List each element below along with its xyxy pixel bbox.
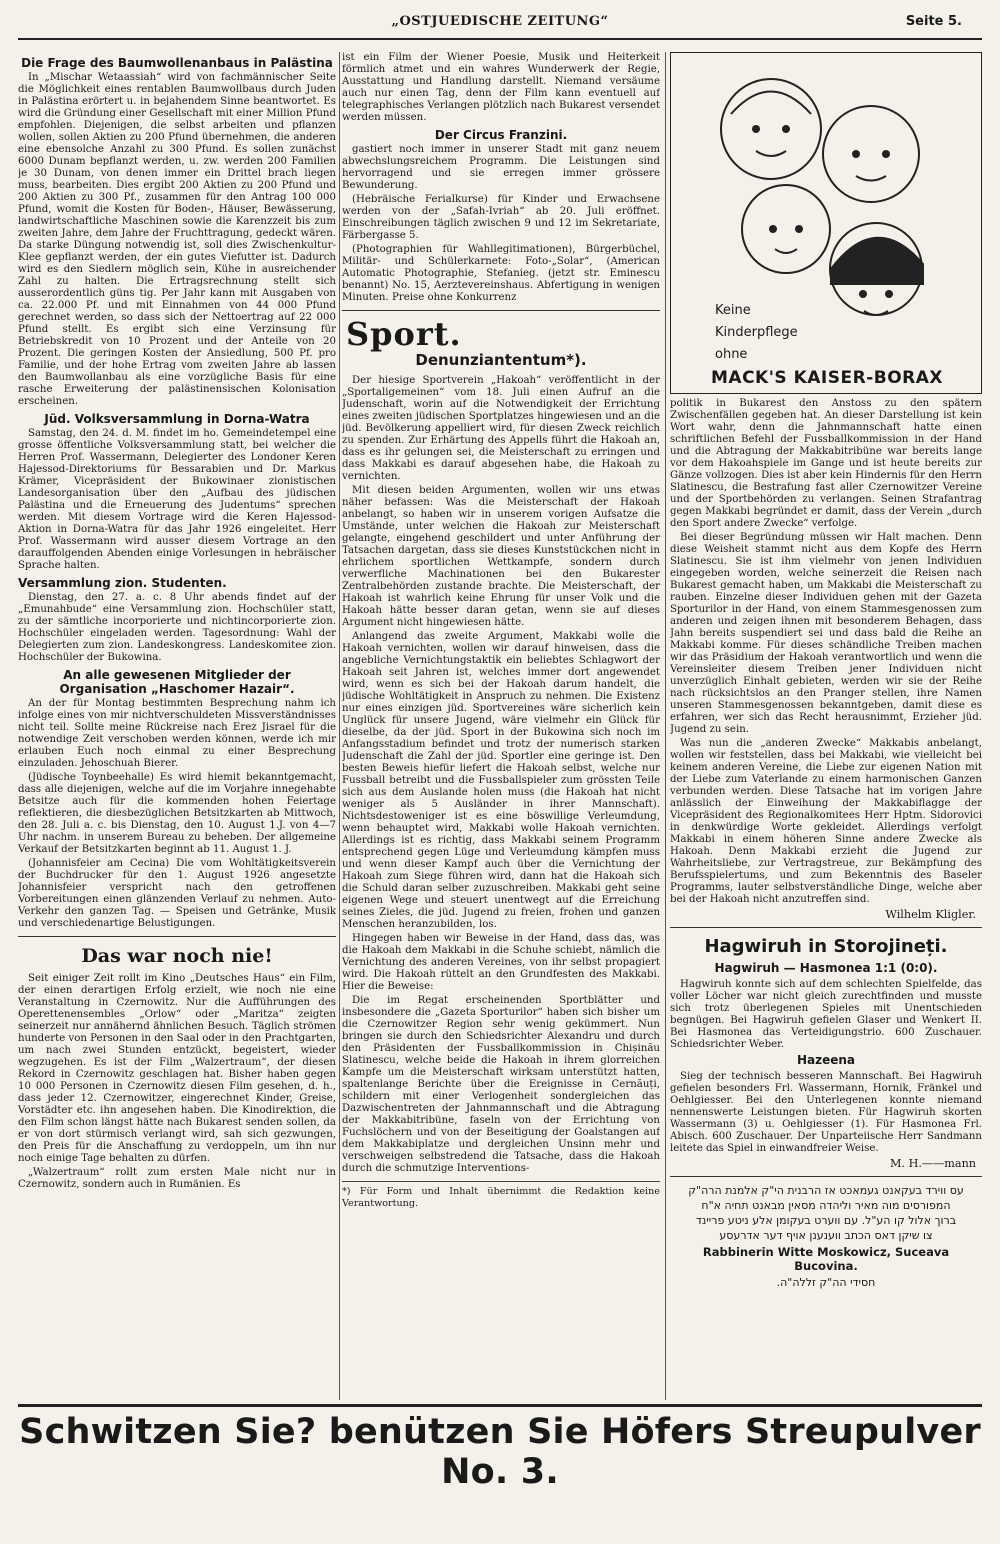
article-body: Anlangend das zweite Argument, Makkabi wolle die Hakoah vernichten, wollen wir darauf hinweisen, dass die angebliche Vernichtungstaktik ein beliebtes Schlagwort der Hakoah seit Jahren ist, welches immer dort angewendet wird, wenn es sich bei der Hakoah darum handelt, die jüdische Wohltätigkeit in Anspruch zu nehmen. Die Existenz nur eines einzigen jüd. Sportvereines wäre sicherlich kein Unglück für unsere Jugend, wäre vielmehr ein Glück für dieselbe, da der jüd. Sport in der Bukowina sich noch im Anfangsstadium befindet und trotz der numerisch starken Judenschaft die Zahl der jüd. Sportler eine geringe ist. Den besten Beweis hiefür liefert die Hakoah selbst, welche nur Fussball betreibt und die Fussballspieler zum grössten Teile sich aus dem Auslande holen muss (die Hakoah hat nicht weniger als 5 Ausländer in ihrer Mannschaft). Nichtsdestoweniger ist es eine böswillige Verleumdung, wenn behauptet wird, Makkabi wolle Hakoah vernichten. Allerdings ist es richtig, dass Makkabi seinem Programm entsprechend gegen Lüge und Verleumdung kämpfen muss und wenn dieser Kampf auch über die Vernichtung der Hakoah zum Siege führen wird, dann hat die Hakoah sich die Schuld daran selber zuzuschreiben. Makkabi geht seine eigenen Wege und steuert unentwegt auf die Erreichung seines Zieles, die jüd. Jugend zu freien, frohen und ganzen Menschen heranzubilden, los. [342,631,660,930]
column-1 [18,52,336,1400]
hebrew-notice-line: ברוך אלול קו הע"ל. עם ווערט בעקומן אלע ניטע פריינד [695,1214,957,1227]
article-body: An der für Montag bestimmten Besprechung nahm ich infolge eines von mir nichtverschuldeten Missverständnisses nicht teil. Sollte meine Rückreise nach Erez Jisrael für die notwendige Zeit verschoben werden können, werde ich mir erlauben Euch noch einmal zu einer Besprechung einzuladen. Jehoschuah Bierer. [18,698,336,769]
article-title: Das war noch nie! [81,945,273,967]
header-rule [18,38,982,40]
author-signature: Wilhelm Kligler. [885,908,976,921]
ad-text: Kinderpflege [715,325,798,340]
section-title-sport: Sport. [346,315,462,353]
advertisement-borax [670,52,982,394]
article-separator [18,936,336,937]
article-body: Mit diesen beiden Argumenten, wollen wir uns etwas näher befassen: Was die Meisterschaft der Hakoah anbelangt, so haben wir in unserem vorigen Aufsatze die Umstände, unter welchen die Hakoah zur Meisterschaft gelangte, eingehend geschildert und unter Anführung der Tatsachen dargetan, dass sie dieses Kunststückchen nicht in ehrlichem sportlichen Wettkampfe, sondern durch verwerfliche Machinationen bei den Bukarester Zentralbehörden zustande brachte. Die Meisterschaft, der Hakoah ist wahrlich keine Ehrung für unser Volk und die Hakoah hätte besser daran getan, wenn sie auf dieses Argument nicht hingewiesen hätte. [342,485,660,628]
hebrew-notice-line: צו שיקן דאס הכתב ווענענן אויף דער אדרעסע [719,1229,933,1242]
article-title: Hagwiruh in Storojineți. [704,936,948,957]
article-separator [670,927,982,928]
hebrew-notice-line: חסידי הה"ק זללה"ה. [776,1276,876,1289]
article-body: Seit einiger Zeit rollt im Kino „Deutsches Haus“ ein Film, der einen derartigen Erfolg erzielt, wie noch nie eine Veranstaltung in Czernowitz. Nur die Aufführungen des Operettenensembles „Orlow“ oder „Maritza“ zeigten seinerzeit nur annähernd ähnlichen Besuch. Täglich strömen hunderte von Personen in den Saal oder in den Prachtgarten, um nach zwei Stunden entzückt, begeistert, wieder wegzugehen. Es ist der Film „Walzertraum“, der diesen Rekord in Czernowitz geschlagen hat. Bisher haben gegen 10 000 Personen in Czernowitz diesen Film gesehen, d. h., dass jeder 12. Czernowitzer, eingerechnet Kinder, Greise, Vorstädter etc. ihn angesehen haben. Die Kinodirektion, die den Film schon längst hätte nach Bukarest senden sollen, da er von dort stürmisch verlangt wird, sah sich gezwungen, den Preis für die Anschaffung zu verdoppeln, um ihn nur noch einige Tage behalten zu dürfen. [18,973,336,1164]
match-result: Hagwiruh — Hasmonea 1:1 (0:0). [714,961,938,975]
article-body: Der hiesige Sportverein „Hakoah“ veröffentlicht in der „Sportaligemeinen“ vom 18. Juli einen Aufruf an die Judenschaft, worin auf die Notwendigkeit der Errichtung eines zweiten jüdischen Sportplatzes hingewiesen und an die jüd. Bevölkerung appelliert wird, für diesen Zweck reichlich zu spenden. Zur Erhärtung des Appells führt die Hakoah an, dass es ihr gelungen sei, die Meisterschaft zu erringen und dass Makkabi es darauf abgesehen habe, die Hakoah zu vernichten. [342,375,660,482]
ad-separator [670,1176,982,1177]
hebrew-notice-line: המפורסים מוה מאיר וליהדה מסאין מבאנט תחיה א"ח [701,1199,951,1212]
page-number: Seite 5. [905,14,962,29]
article-title: An alle gewesenen Mitglieder der Organisation „Haschomer Hazair“. [59,668,295,696]
footnote: *) Für Form und Inhalt übernimmt die Redaktion keine Verantwortung. [342,1181,660,1210]
article-body: Hagwiruh konnte sich auf dem schlechten Spielfelde, das voller Löcher war nicht gleich zurechtfinden und musste sich trotz überlegenen Spieles mit Unentschieden begnügen. Bei Hagwiruh gefielen Glaser und Wenkert II. Bei Hasmonea das Verteidigungstrio. 600 Zuschauer. Schiedsrichter Weber. [670,979,982,1050]
column-divider [665,52,666,1400]
article-separator [342,310,660,311]
article-body: „Walzertraum“ rollt zum ersten Male nicht nur in Czernowitz, sondern auch in Rumänien. Es [18,1167,336,1190]
article-title: Der Circus Franzini. [434,128,568,142]
column-3 [670,52,982,1400]
article-body: Sieg der technisch besseren Mannschaft. Bei Hagwiruh gefielen besonders Frl. Wassermann, Hornik, Fränkel und Oehlgiesser. Bei den Unterlegenen konnte niemand nennenswerte Leistungen bieten. Für Hagwiruh skorten Wassermann (3) u. Oehlgiesser (1). Für Hasmonea Frl. Abisch. 600 Zuschauer. Der Unparteiische Herr Sandmann leitete das Spiel in einwandfreier Weise. [670,1071,982,1154]
article-body: Samstag, den 24. d. M. findet im ho. Gemeindetempel eine grosse öffentliche Volksversammlung statt, bei welcher die Herren Prof. Wassermann, Delegierter des Londoner Keren Hajessod-Direktoriums für Bessarabien und Dr. Markus Krämer, Vicepräsident der Bukowinaer zionistischen Landesorganisation über den „Aufbau des jüdischen Palästina und die Erneuerung des Judentums“ sprechen werden. Mit diesem Vortrage wird die Keren Hajessod-Aktion in Dorna-Watra für das Jahr 1926 eingeleitet. Herr Prof. Wassermann wird ausser diesem Vortrage an den darauffolgenden Abenden einige Vorlesungen in hebräischer Sprache halten. [18,428,336,571]
page-header [0,0,1000,40]
article-body: Hingegen haben wir Beweise in der Hand, dass das, was die Hakoah dem Makkabi in die Schuhe schiebt, nämlich die Vernichtung des anderen Vereines, von ihr selbst propagiert wird. Die Hakoah rüttelt an den Grundfesten des Makkabi. Hier die Beweise: [342,933,660,992]
bottom-advertisement-banner [0,1402,1000,1492]
notice-name: Rabbinerin Witte Moskowicz, Suceava Bucovina. [702,1245,950,1273]
article-title: Jüd. Volksversammlung in Dorna-Watra [44,412,310,426]
article-body: (Hebräische Ferialkurse) für Kinder und Erwachsene werden von der „Safah-Ivriah“ ab 20. Juli eröffnet. Einschreibungen täglich zwischen 9 und 12 im Sekretariate, Färbergasse 5. [342,194,660,241]
article-body: In „Mischar Wetaassiah“ wird von fachmännischer Seite die Möglichkeit eines rentablen Baumwollbaus durch Juden in Palästina erörtert u. in bejahendem Sinne beantwortet. Es wird die Gründung einer Gesellschaft mit einer Million Pfund empfohlen. Diejenigen, die selbst arbeiten und pflanzen wollen, sollen Aktien zu 200 Pfund übernehmen, die anderen eine ebensolche Anzahl zu 300 Pfund. Es sollen zunächst 6000 Dunam bepflanzt werden, u. zw. werden 200 Familien je 30 Dunam, von denen immer ein Drittel brach liegen muss, bearbeiten. Dies ergibt 200 Aktien zu 200 Pfund und 200 Aktien zu 300 Pf., zusammen für den Antrag 100 000 Pfund, womit die Kosten für Boden-, Häuser, Bewässerung, landwirtschaftliche Maschinen sowie die Karenzzeit bis zum zweiten Jahre, dem Jahre der Fruchttragung, gedeckt wären. Da starke Düngung notwendig ist, soll dies Zwischenkultur-Klee gepflanzt werden, der ein gutes Viefutter ist. Dadurch wird es den Siedlern möglich sein, Kühe in ausreichender Zahl zu halten. Die Ertragsrechnung stellt sich ausserordentlich güns tig. Per Jahr kann mit Ausgaben von ca. 22.000 Pf. und mit Einnahmen von 44 000 Pfund gerechnet werden, so dass sich der Nettoertrag auf 22 000 Pfund stellt. Es ergibt sich eine Verzinsung für Betriebskredit von 10 Prozent und der Anteile von 20 Prozent. Die geringen Kosten der Ansiedlung, 500 Pf. pro Familie, und der hohe Ertrag vom zweiten Jahre ab lassen den Baumwollanbau als eine vorzügliche Basis für eine rasche Erweiterung der palästinensischen Kolonisation erscheinen. [18,72,336,407]
newspaper-title: „OSTJUEDISCHE ZEITUNG“ [391,14,609,29]
subsection-title: Hazeena [796,1053,856,1067]
article-body: (Jüdische Toynbeehalle) Es wird hiemit bekanntgemacht, dass alle diejenigen, welche auf die im Vorjahre innegehabte Betsitze auch für die kommenden hohen Feiertage reflektieren, die diesbezüglichen Betsitzkarten ab Mittwoch, den 28. Juli a. c. bis Dienstag, den 10. August 1.J. von 4—7 Uhr nachm. in unserem Bureau zu beheben. Der allgemeine Verkauf der Betsitzkarten beginnt ab 11. August 1. J. [18,772,336,855]
article-body: Dienstag, den 27. a. c. 8 Uhr abends findet auf der „Emunahbude“ eine Versammlung zion. Hochschüler statt, zu der sämtliche incorporierte und nichtincorporierte zion. Hochschüler eingeladen werden. Tagesordnung: Wahl der Delegierten zum zion. Landeskongress. Landeskomitee zion. Hochschüler der Bukowina. [18,592,336,663]
article-title: Denunziantentum*). [415,351,587,369]
banner-text: Schwitzen Sie? benützen Sie Höfers Streupulver No. 3. [19,1412,981,1492]
article-title: Die Frage des Baumwollenanbaus in Palästina [21,56,333,70]
hebrew-notice-line: עס ווירד בעקאנט געמאכט אז הרבנית הי"ק אלמנת הרה"ק [688,1184,964,1197]
article-body: ist ein Film der Wiener Poesie, Musik und Heiterkeit förmlich atmet und ein wahres Wunderwerk der Regie, Ausstattung und Handlung darstellt. Niemand versäume auch nur einen Tag, denn der Film kann eventuell auf telegraphisches Verlangen plötzlich nach Bukarest versendet werden müssen. [342,52,660,123]
article-body: politik in Bukarest den Anstoss zu den spätern Zwischenfällen gegeben hat. An dieser Darstellung ist kein Wort wahr, denn die Jahnmannschaft hatte einen schriftlichen Befehl der Fussballkommission in der Hand und die Abtragung der Makkabitribüne war bereits lange vor dem Hakoahspiele im Gange und ist heute bereits zur Gänze vollzogen. Dies ist aber kein Hindernis für den Herrn Slatinescu, die Bestrafung fast aller Czernowitzer Vereine und der Sportbehörden zu verlangen. Seinen Strafantrag gegen Makkabi begründet er damit, dass der Verein „durch den Sport andere Zwecke“ verfolge. [670,398,982,529]
article-body: Die im Regat erscheinenden Sportblätter und insbesondere die „Gazeta Sporturilor“ haben sich bisher um die Czernowitzer Region sehr wenig gekümmert. Nun bringen sie durch den Schiedsrichter Alexandru und durch den Präsidenten der Fussballkommission in Chișinău Slatinescu, welche beide die Hakoah in ihrem glorreichen Kampfe um die Meisterschaft wirksam unterstützt hatten, spaltenlange Berichte über die Ereignisse in Cernăuți, schildern mit einer Verlogenheit sondergleichen das Dazwischentreten der Jahnmannschaft und die Abtragung der Makkabitribüne, faseln von der Errichtung von Fuchslöchern und von der Beseitigung der Goalstangen auf dem Makkabiplatze und dergleichen Unsinn mehr und verschweigen selbstredend die Tatsache, dass die Hakoah durch die schmutzige Interventions- [342,995,660,1174]
article-body: Was nun die „anderen Zwecke“ Makkabis anbelangt, wollen wir feststellen, dass bei Makkabi, wie vielleicht bei keinem anderen Vereine, die Liebe zur eigenen Nation mit der Liebe zum Vaterlande zu einem harmonischen Ganzen verbunden werden. Diese Tatsache hat im vorigen Jahre anlässlich der Einweihung der Makkabiflagge der Vicepräsident des Regionalkomitees Herr Hptm. Sidorovici in denkwürdige Worte gekleidet. Allerdings verfolgt Makkabi in einem höheren Sinne andere Zwecke als Hakoah. Denn Makkabi erzieht die Jugend zur Wahrheitsliebe, zur Vertragstreue, zur Bekämpfung des Berufsspielertums, und zum Bekenntnis des Baseler Programms, lauter selbstverständliche Dinge, welche aber bei der Hakoah nicht anzutreffen sind. [670,738,982,905]
column-divider [339,52,340,1400]
article-title: Versammlung zion. Studenten. [18,576,227,590]
column-2 [342,52,660,1400]
ad-text: Keine [715,303,751,318]
ad-brand: MACK'S KAISER-BORAX [711,368,944,388]
banner-rule [18,1404,982,1407]
article-body: gastiert noch immer in unserer Stadt mit ganz neuem abwechslungsreichem Programm. Die Leistungen sind hervorragend und sie erregen immer grössere Bewunderung. [342,144,660,191]
article-body: (Photographien für Wahllegitimationen), Bürgerbüchel, Militär- und Schülerkarnete: Foto-„Solar“, (American Automatic Photographie, Stefanieg. (jetzt str. Eminescu benannt) No. 15, Aerztevereinshaus. Abfertigung in wenigen Minuten. Preise ohne Konkurrenz [342,244,660,303]
ad-text: ohne [715,347,748,362]
article-body: Bei dieser Begründung müssen wir Halt machen. Denn diese Weisheit stammt nicht aus dem Kopfe des Herrn Slatinescu. Sie ist ihm vielmehr von jenen Individuen eingegeben worden, welche seinerzeit die Reisen nach Bukarest gemacht haben, um Makkabi die Meisterschaft zu rauben. Einzelne dieser Individuen gehen mit der Gazeta Sporturilor in der Hand, von einem Stammesgenossen zum anderen und zeigen ihnen mit besonderem Behagen, dass Jahn bereits suspendiert sei und dass bald die Reihe an Makkabi komme. Für dieses schändliche Treiben machen wir das Präsidium der Hakoah verantwortlich und wenn die Vereinsleiter diesem Treiben jener Individuen nicht unverzüglich Einhalt gebieten, werden wir sie der Reihe nach rücksichtslos an den Pranger stellen, ihre Namen unseren Stammesgenossen bekanntgeben, damit diese es erfahren, wer sich das Recht herausnimmt, Erzieher jüd. Jugend zu sein. [670,532,982,735]
article-body: (Johannisfeier am Cecina) Die vom Wohltätigkeitsverein der Buchdrucker für den 1. August 1926 angesetzte Johannisfeier verspricht nach den getroffenen Vorbereitungen einen glänzenden Verlauf zu nehmen. Auto-Verkehr den ganzen Tag. — Speisen und Getränke, Musik und verschiedenartige Belustigungen. [18,858,336,929]
author-signature: M. H.——mann [890,1157,976,1170]
